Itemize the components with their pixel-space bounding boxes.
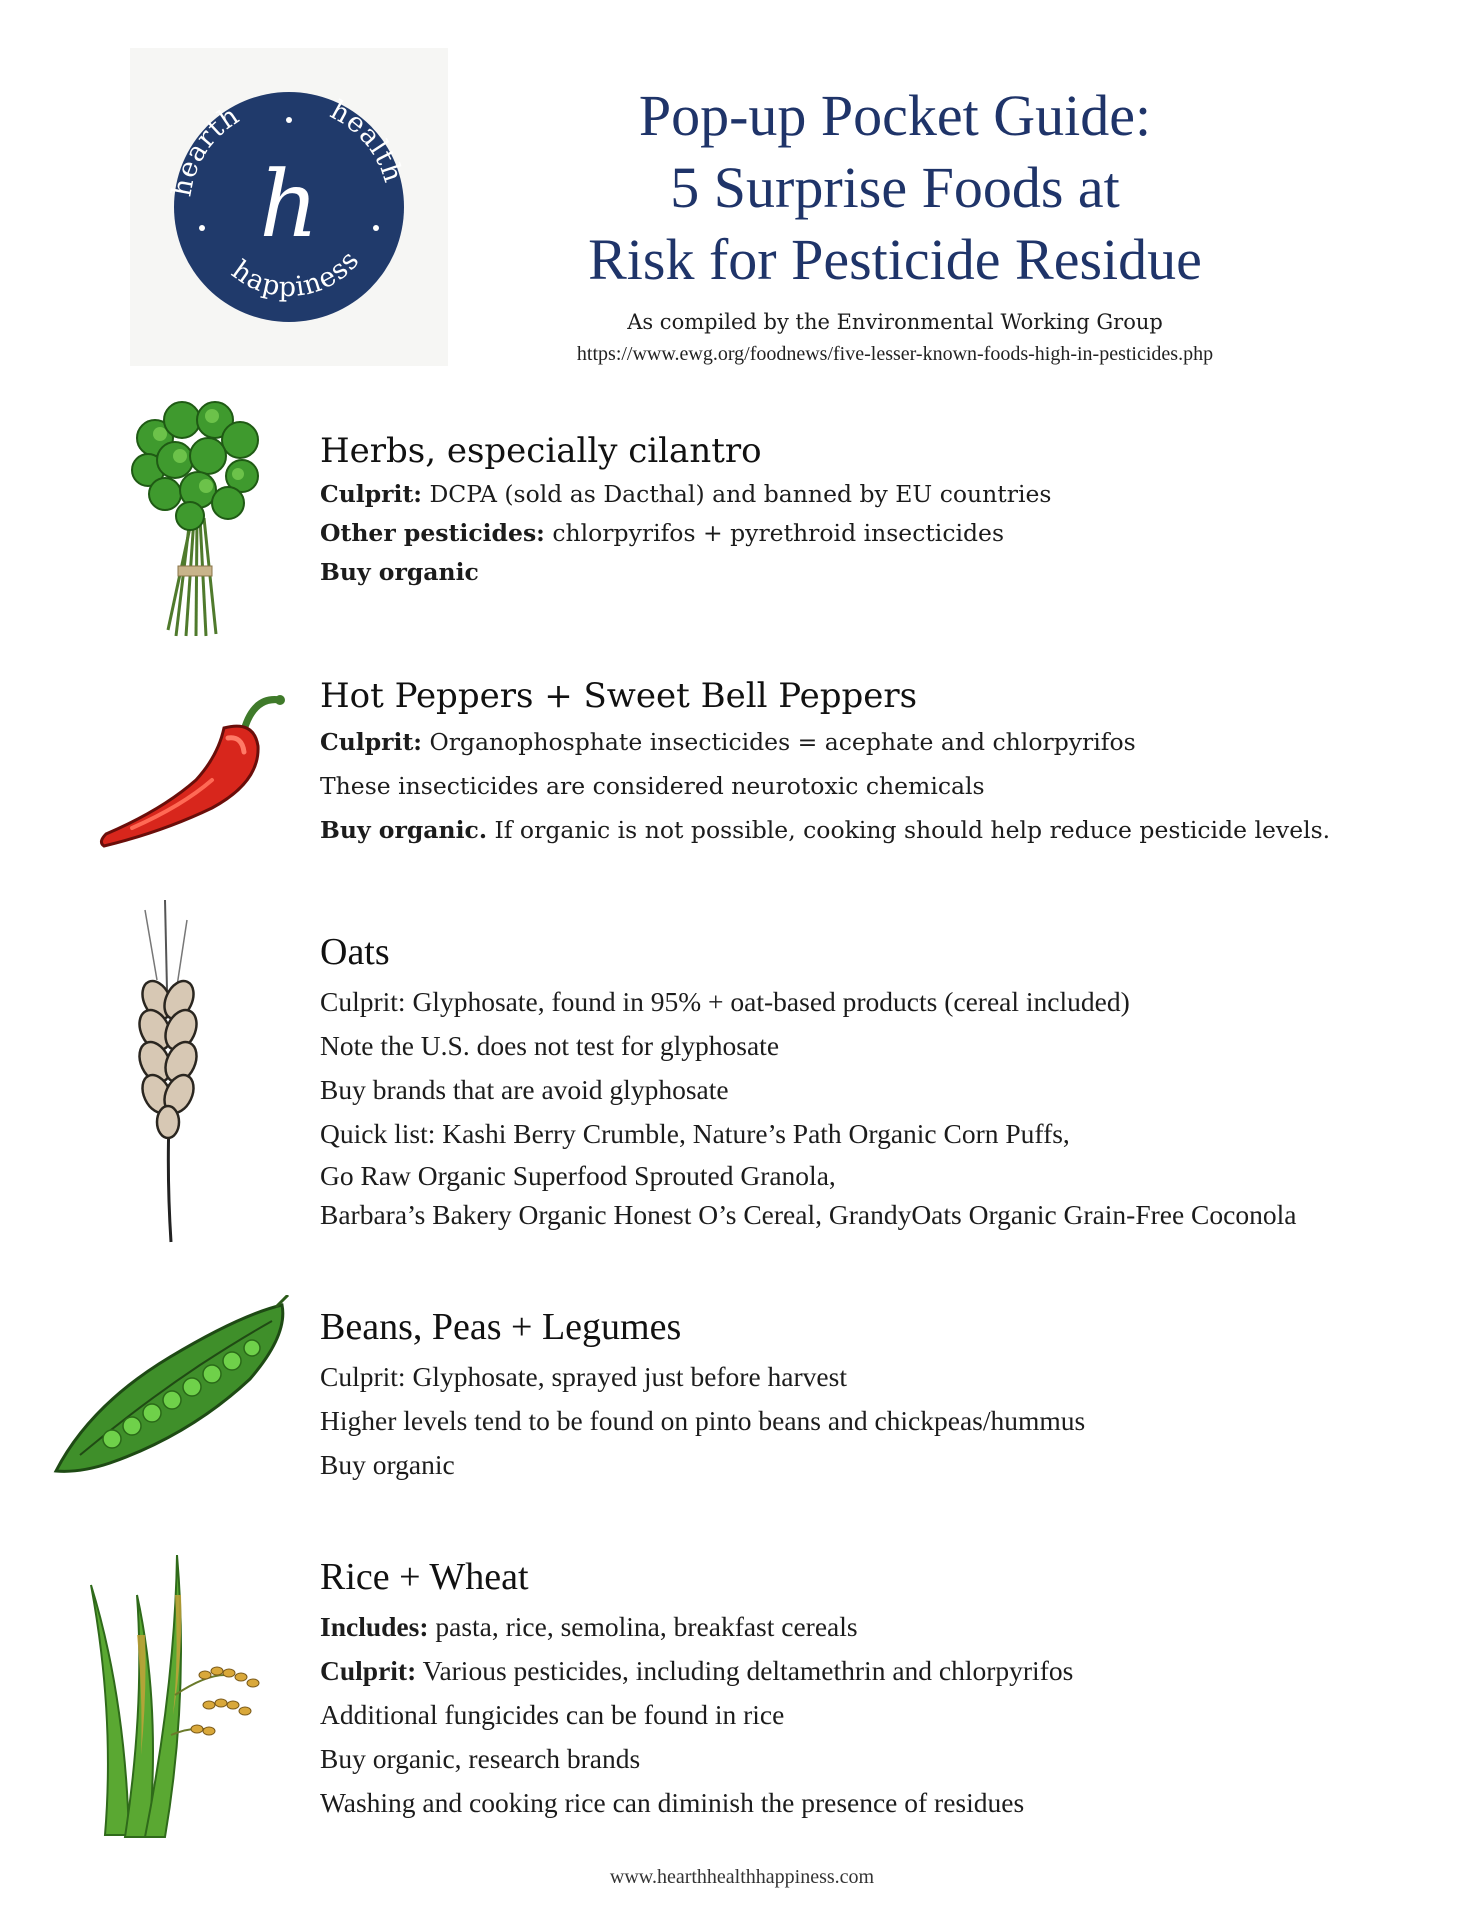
section-title: Herbs, especially cilantro	[320, 431, 762, 471]
info-line	[320, 1605, 1470, 1649]
footer-website[interactable]: www.hearthhealthhappiness.com	[609, 1866, 875, 1888]
line-text: Various pesticides, including deltamethrin and chlorpyrifos	[416, 1655, 1074, 1686]
section-beans	[320, 1303, 1470, 1487]
info-line	[320, 1443, 1470, 1487]
rice-plant-illustration	[85, 1555, 265, 1840]
line-text: If organic is not possible, cooking should help reduce pesticide levels.	[487, 816, 1331, 844]
info-line	[320, 980, 1470, 1024]
line-text: Buy organic, research brands	[320, 1743, 641, 1774]
page-title	[480, 80, 1310, 296]
logo-dot	[373, 225, 379, 231]
line-text: DCPA (sold as Dacthal) and banned by EU countries	[422, 480, 1052, 508]
logo-dot	[199, 225, 205, 231]
info-line	[320, 1781, 1470, 1825]
chili-pepper-illustration	[92, 690, 292, 850]
line-text: Glyphosate, found in 95% + oat-based products (cereal included)	[405, 986, 1130, 1017]
info-line	[320, 514, 1470, 553]
cilantro-bunch-illustration	[120, 398, 270, 640]
title-line: Risk for Pesticide Residue	[588, 227, 1202, 292]
info-line	[320, 1737, 1470, 1781]
line-label: Buy organic	[320, 558, 479, 586]
info-line	[320, 1156, 1470, 1195]
section-rice	[320, 1553, 1470, 1825]
pea-pod-illustration	[50, 1295, 290, 1475]
title-line: Pop-up Pocket Guide:	[638, 83, 1152, 148]
info-line	[320, 1649, 1470, 1693]
line-label: Culprit:	[320, 480, 422, 508]
section-title: Oats	[320, 931, 390, 973]
wheat-ear-illustration	[115, 900, 225, 1245]
info-line	[320, 1068, 1470, 1112]
brand-logo	[130, 48, 448, 366]
title-line: 5 Surprise Foods at	[670, 155, 1120, 220]
line-text: Barbara’s Bakery Organic Honest O’s Cereal, GrandyOats Organic Grain-Free Coconola	[320, 1199, 1297, 1230]
line-text: chlorpyrifos + pyrethroid insecticides	[544, 519, 1005, 547]
logo-word-health: health	[325, 94, 409, 187]
logo-dot	[286, 117, 292, 123]
info-line	[320, 1112, 1470, 1156]
info-line	[320, 1195, 1470, 1234]
info-line	[320, 553, 1470, 592]
line-label: Buy organic.	[320, 816, 488, 844]
info-line	[320, 764, 1470, 808]
info-line	[320, 1693, 1470, 1737]
line-label: Quick list:	[320, 1118, 436, 1149]
info-line	[320, 720, 1470, 764]
line-text: These insecticides are considered neurotoxic chemicals	[320, 772, 985, 800]
line-text: Glyphosate, sprayed just before harvest	[405, 1361, 847, 1392]
logo-monogram: h	[259, 151, 319, 258]
line-text: Buy organic	[320, 1449, 455, 1480]
line-label: Culprit:	[320, 1655, 417, 1686]
section-title: Rice + Wheat	[320, 1556, 529, 1598]
line-label: Culprit:	[320, 1361, 406, 1392]
line-label: Includes:	[320, 1611, 429, 1642]
source-link[interactable]: https://www.ewg.org/foodnews/five-lesser-known-foods-high-in-pesticides.php	[576, 343, 1214, 365]
info-line	[320, 475, 1470, 514]
section-oats	[320, 928, 1470, 1234]
logo-word-hearth: hearth	[166, 99, 246, 199]
info-line	[320, 1355, 1470, 1399]
line-text: Washing and cooking rice can diminish the presence of residues	[320, 1787, 1025, 1818]
page-subtitle: As compiled by the Environmental Working Group	[627, 310, 1163, 334]
line-text: Organophosphate insecticides = acephate and chlorpyrifos	[422, 728, 1136, 756]
line-label: Culprit:	[320, 728, 422, 756]
line-text: Higher levels tend to be found on pinto beans and chickpeas/hummus	[320, 1405, 1086, 1436]
line-text: Buy brands that are avoid glyphosate	[320, 1074, 729, 1105]
section-title: Hot Peppers + Sweet Bell Peppers	[320, 676, 918, 716]
line-text: Go Raw Organic Superfood Sprouted Granola,	[320, 1160, 836, 1191]
logo-word-happiness: happiness	[225, 244, 366, 304]
section-herbs	[320, 427, 1470, 592]
section-peppers	[320, 672, 1470, 852]
line-label: Culprit:	[320, 986, 406, 1017]
line-label: Other pesticides:	[320, 519, 545, 547]
line-text: Additional fungicides can be found in rice	[320, 1699, 785, 1730]
line-text: pasta, rice, semolina, breakfast cereals	[428, 1611, 858, 1642]
section-title: Beans, Peas + Legumes	[320, 1306, 682, 1348]
info-line	[320, 1024, 1470, 1068]
info-line	[320, 1399, 1470, 1443]
info-line	[320, 808, 1470, 852]
line-text: Kashi Berry Crumble, Nature’s Path Organic Corn Puffs,	[435, 1118, 1070, 1149]
line-text: Note the U.S. does not test for glyphosate	[320, 1030, 780, 1061]
